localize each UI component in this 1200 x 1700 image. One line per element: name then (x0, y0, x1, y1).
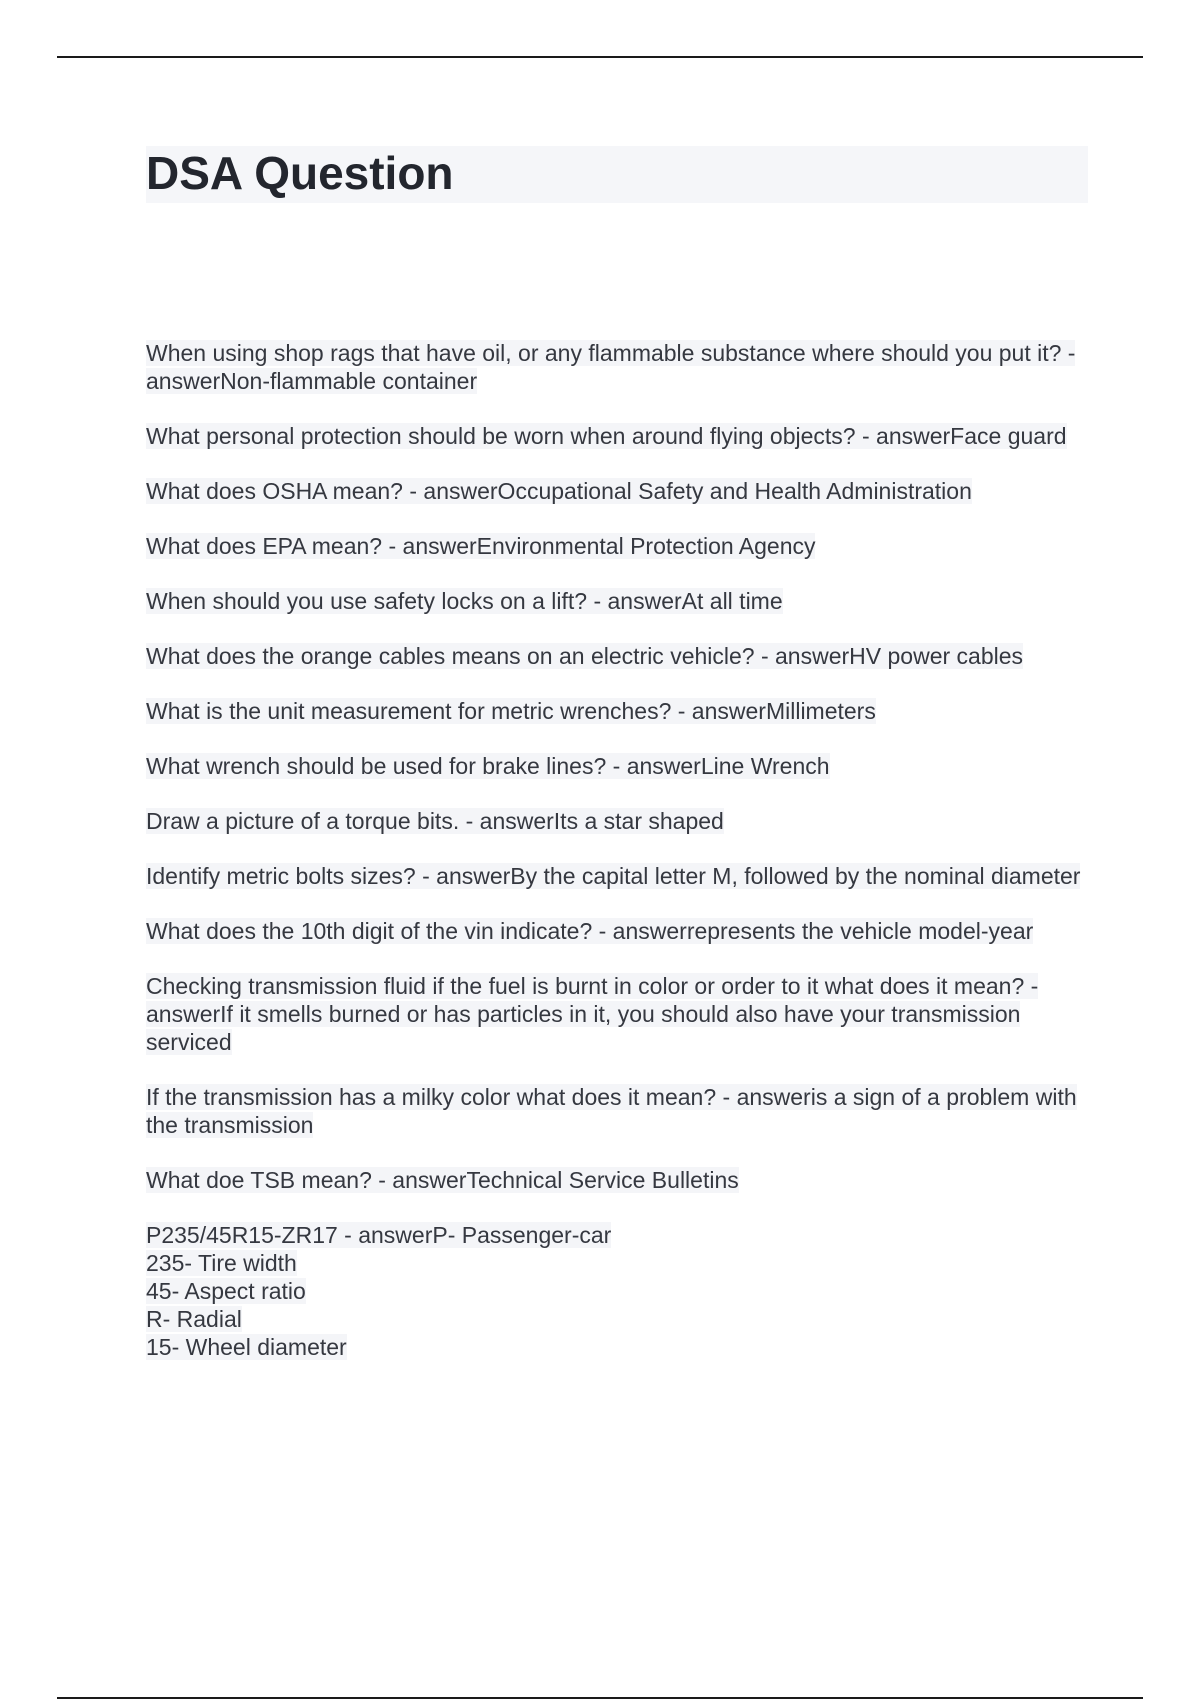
page-title: DSA Question (146, 147, 454, 199)
qa-item (146, 917, 1090, 945)
qa-text: What does the orange cables means on an electric vehicle? - answerHV power cables (146, 643, 1024, 669)
bottom-rule (57, 1697, 1143, 1699)
qa-text: Draw a picture of a torque bits. - answerIts a star shaped (146, 808, 724, 834)
qa-text: What does EPA mean? - answerEnvironmental Protection Agency (146, 533, 816, 559)
qa-item (146, 972, 1090, 1056)
qa-item (146, 752, 1090, 780)
qa-text: Checking transmission fluid if the fuel is burnt in color or order to it what does it mean? - answerIf it smells burned or has particles in it, you should also have your transmission serviced (146, 973, 1039, 1055)
qa-text: What is the unit measurement for metric wrenches? - answerMillimeters (146, 698, 876, 724)
qa-text: If the transmission has a milky color what does it mean? - answeris a sign of a problem with the transmission (146, 1084, 1077, 1138)
qa-text: Identify metric bolts sizes? - answerBy the capital letter M, followed by the nominal diameter (146, 863, 1081, 889)
qa-text: What wrench should be used for brake lines? - answerLine Wrench (146, 753, 830, 779)
qa-text: When using shop rags that have oil, or any flammable substance where should you put it? - answerNon-flammable container (146, 340, 1076, 394)
qa-item (146, 642, 1090, 670)
qa-text: What does OSHA mean? - answerOccupational Safety and Health Administration (146, 478, 972, 504)
qa-item (146, 532, 1090, 560)
qa-item (146, 1083, 1090, 1139)
top-rule (57, 56, 1143, 58)
qa-item (146, 1166, 1090, 1194)
qa-item (146, 1221, 1090, 1361)
qa-item (146, 862, 1090, 890)
qa-item (146, 477, 1090, 505)
qa-item (146, 339, 1090, 395)
qa-list (146, 339, 1090, 1388)
qa-text: What personal protection should be worn when around flying objects? - answerFace guard (146, 423, 1067, 449)
qa-text: P235/45R15-ZR17 - answerP- Passenger-car 235- Tire width 45- Aspect ratio R- Radial 15- Wheel diameter (146, 1222, 612, 1360)
qa-item (146, 807, 1090, 835)
qa-text: When should you use safety locks on a lift? - answerAt all time (146, 588, 783, 614)
qa-item (146, 697, 1090, 725)
qa-item (146, 587, 1090, 615)
qa-text: What doe TSB mean? - answerTechnical Service Bulletins (146, 1167, 739, 1193)
qa-text: What does the 10th digit of the vin indicate? - answerrepresents the vehicle model-year (146, 918, 1034, 944)
qa-item (146, 422, 1090, 450)
